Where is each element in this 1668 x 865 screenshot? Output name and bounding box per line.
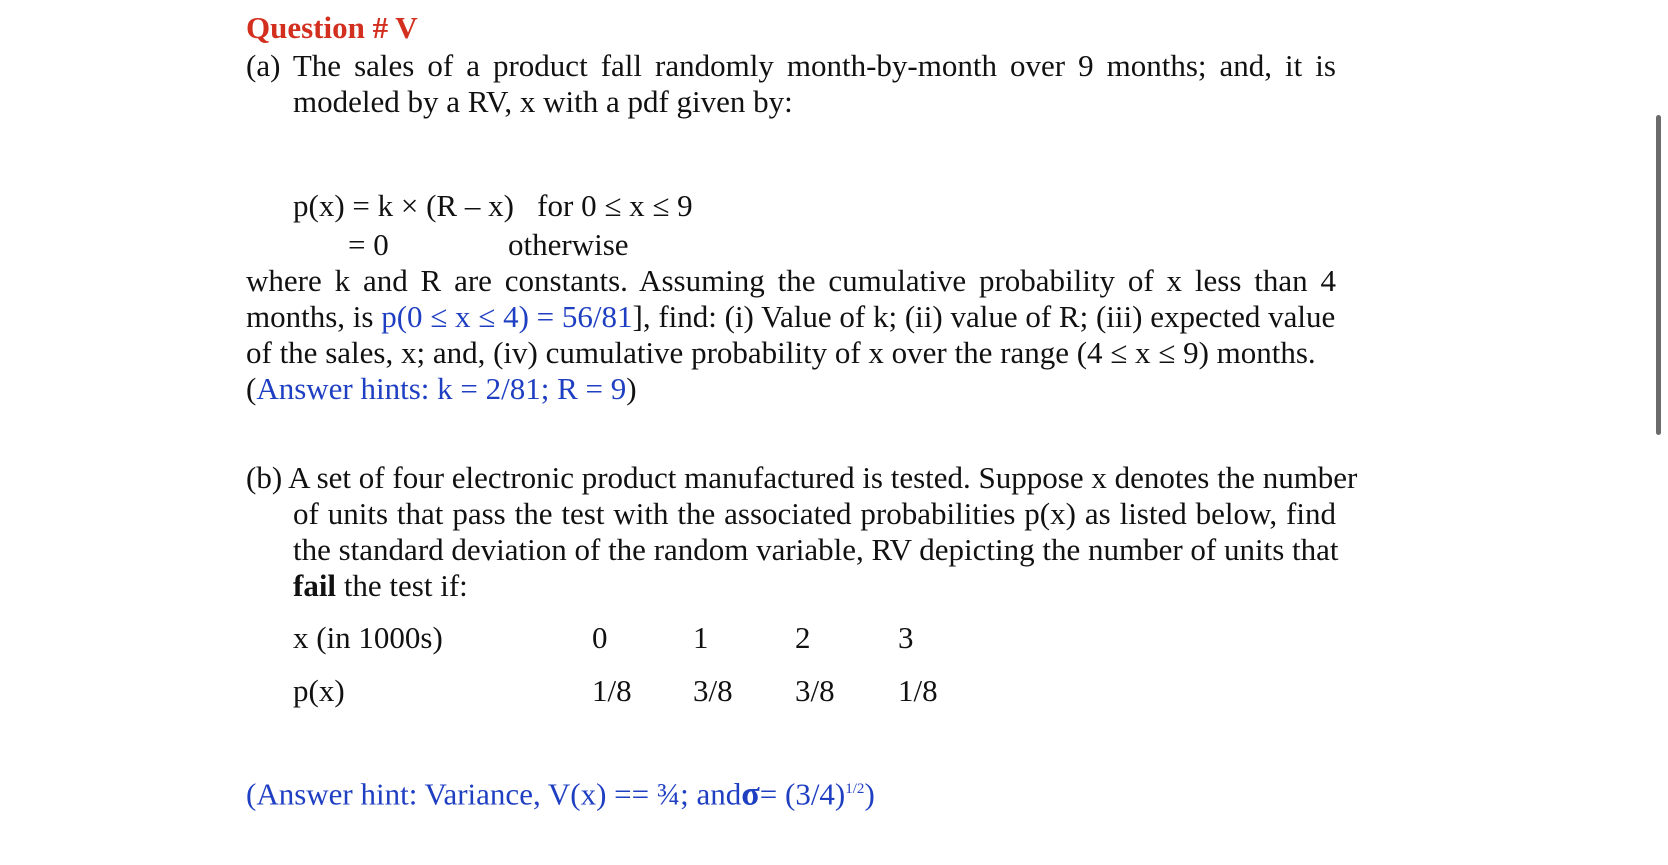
part-b-line-1: (b) A set of four electronic product manufactured is tested. Suppose x denotes the number xyxy=(246,460,1358,495)
part-a-text-3: of the sales, x; and, (iv) cumulative probability of x over the range (4 ≤ x ≤ 9) months. xyxy=(246,335,1316,370)
fail-word: fail xyxy=(293,568,337,603)
table-px-value: 1/8 xyxy=(592,673,632,708)
question-title: Question # V xyxy=(246,10,418,45)
hint-open-paren: ( xyxy=(246,371,257,406)
hint-exponent: 1/2 xyxy=(845,781,865,797)
table-x-value: 0 xyxy=(592,620,608,655)
part-b-line-4 xyxy=(293,567,468,605)
table-x-value: 2 xyxy=(795,620,811,655)
part-b-line-2: of units that pass the test with the associated probabilities p(x) as listed below, find xyxy=(293,496,1336,531)
hint-close: ) xyxy=(864,776,875,812)
hint-equation: = (3/4) xyxy=(759,776,846,812)
part-a-line-1: (a) The sales of a product fall randomly month-by-month over 9 months; and, it is xyxy=(246,48,1336,83)
hint-close-paren: ) xyxy=(626,371,637,406)
table-px-value: 1/8 xyxy=(898,673,938,708)
pdf-formula-otherwise: otherwise xyxy=(508,227,629,262)
part-b-line-3: the standard deviation of the random variable, RV depicting the number of units that xyxy=(293,532,1339,567)
text-2-prefix: months, is xyxy=(246,299,382,334)
table-row-2-label: p(x) xyxy=(293,673,345,708)
line-4-rest: the test if: xyxy=(336,568,468,603)
part-a-text-1: where k and R are constants. Assuming the cumulative probability of x less than 4 xyxy=(246,263,1336,298)
text-2-suffix: ], find: (i) Value of k; (ii) value of R; (iii) expected value xyxy=(632,299,1336,334)
table-row-1-label: x (in 1000s) xyxy=(293,620,443,655)
vertical-scrollbar[interactable] xyxy=(1656,115,1661,435)
table-x-value: 1 xyxy=(693,620,709,655)
pdf-formula-value-zero: = 0 xyxy=(348,227,389,262)
part-a-answer-hint xyxy=(246,370,637,408)
pdf-formula-line-1: p(x) = k × (R – x) for 0 ≤ x ≤ 9 xyxy=(293,188,693,223)
hint-text: Answer hints: k = 2/81; R = 9 xyxy=(256,371,627,406)
cumulative-probability-highlight: p(0 ≤ x ≤ 4) = 56/81 xyxy=(381,299,633,334)
part-a-line-2: modeled by a RV, x with a pdf given by: xyxy=(293,84,793,119)
hint-prefix: (Answer hint: Variance, V(x) == ¾; and xyxy=(246,776,742,812)
table-x-value: 3 xyxy=(898,620,914,655)
table-px-value: 3/8 xyxy=(795,673,835,708)
part-a-text-2 xyxy=(246,298,1336,336)
table-px-value: 3/8 xyxy=(693,673,733,708)
part-b-answer-hint xyxy=(246,770,875,813)
sigma-symbol: σ xyxy=(741,775,760,813)
